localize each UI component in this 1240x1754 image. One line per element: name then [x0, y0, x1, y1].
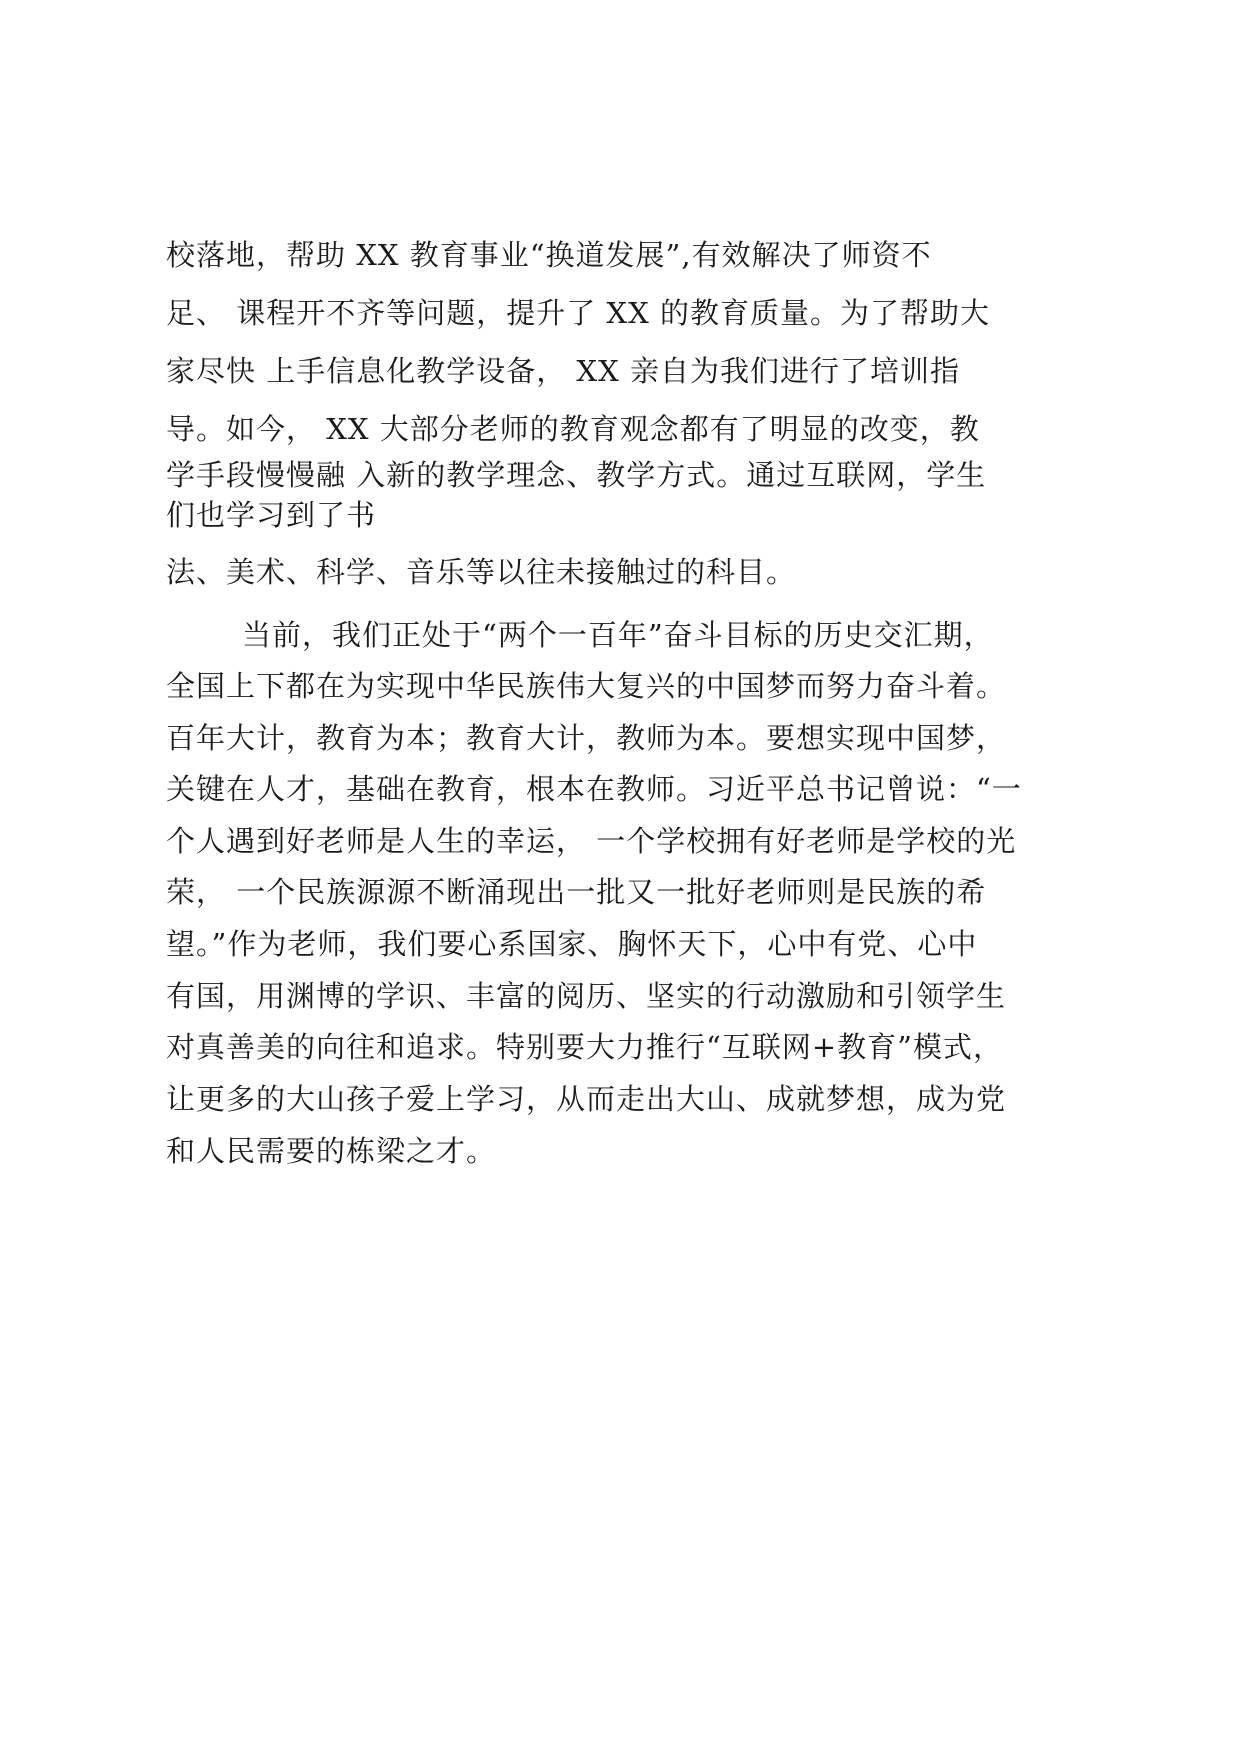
text-line: 和人民需要的栋梁之才。 — [166, 1134, 497, 1168]
text-line: 百年大计，教育为本；教育大计，教师为本。要想实现中国梦， — [166, 721, 1007, 755]
text-line: 法、美术、科学、音乐等以往未接触过的科目。 — [166, 555, 797, 589]
text-line: 学手段慢慢融 入新的教学理念、教学方式。通过互联网，学生 — [166, 458, 987, 492]
text-line: 对真善美的向往和追求。特别要大力推行“互联网+教育”模式， — [166, 1030, 1003, 1064]
text-line: 让更多的大山孩子爱上学习，从而走出大山、成就梦想，成为党 — [166, 1082, 1007, 1116]
paragraph-first-line: 当前，我们正处于“两个一百年”奋斗目标的历史交汇期， — [242, 618, 994, 652]
text-line: 家尽快 上手信息化教学设备， XX 亲自为我们进行了培训指 — [166, 354, 960, 388]
text-line: 荣， 一个民族源源不断涌现出一批又一批好老师则是民族的希 — [166, 875, 987, 909]
text-line: 导。如今， XX 大部分老师的教育观念都有了明显的改变，教 — [166, 412, 980, 446]
text-line: 个人遇到好老师是人生的幸运， 一个学校拥有好老师是学校的光 — [166, 824, 1017, 858]
text-line: 们也学习到了书 — [166, 498, 377, 532]
text-line: 望。”作为老师，我们要心系国家、胸怀天下，心中有党、心中 — [166, 927, 978, 961]
text-line: 全国上下都在为实现中华民族伟大复兴的中国梦而努力奋斗着。 — [166, 669, 1007, 703]
text-line: 校落地，帮助 XX 教育事业“换道发展”,有效解决了师资不 — [166, 238, 932, 272]
text-line: 有国，用渊博的学识、丰富的阅历、坚实的行动激励和引领学生 — [166, 979, 1007, 1013]
text-line: 关键在人才，基础在教育，根本在教师。习近平总书记曾说：“一 — [166, 772, 1022, 806]
text-line: 足、 课程开不齐等问题，提升了 XX 的教育质量。为了帮助大 — [166, 296, 990, 330]
